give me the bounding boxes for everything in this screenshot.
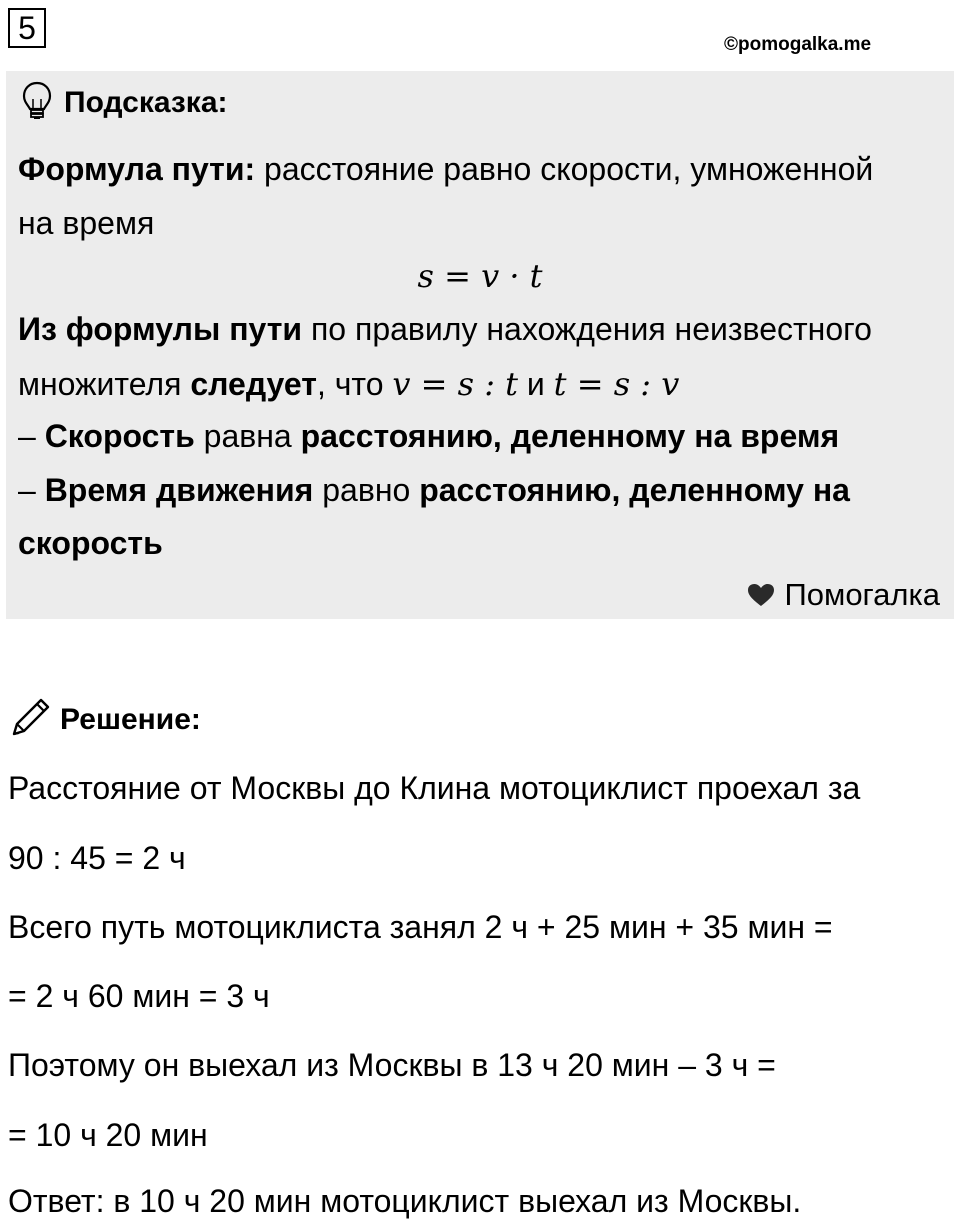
hint-text: расстояние равно скорости, умноженной: [255, 151, 874, 187]
hint-line-2: [18, 205, 154, 242]
solution-header: [8, 694, 201, 745]
hint-formula-inline: t = s : v: [553, 365, 680, 403]
site-watermark: ©pomogalka.me: [724, 34, 872, 55]
task-number: 5: [8, 8, 46, 48]
hint-text: по правилу нахождения неизвестного: [302, 311, 872, 347]
solution-line: = 10 ч 20 мин: [8, 1117, 208, 1153]
hint-formula: s = v · t: [417, 257, 543, 295]
hint-text: , что: [316, 366, 393, 402]
hint-term: Формула пути:: [18, 151, 256, 187]
signature-label: Помогалка: [784, 577, 940, 612]
hint-formula-inline: v = s : t: [392, 365, 519, 403]
hint-title: Подсказка:: [64, 86, 228, 119]
hint-dash: –: [18, 472, 45, 508]
hint-text: равна: [194, 418, 301, 454]
hint-header: [22, 83, 228, 123]
hint-line-4: [18, 365, 679, 403]
hint-text: на время: [18, 205, 155, 241]
hint-line-3: [18, 311, 872, 348]
hint-line-5: [18, 418, 839, 455]
solution-line: = 2 ч 60 мин = 3 ч: [8, 978, 270, 1014]
hint-term: Время движения: [44, 472, 314, 508]
signature: [746, 577, 940, 613]
solution-line: Расстояние от Москвы до Клина мотоциклист проехал за: [8, 770, 861, 806]
hint-line-1: [18, 151, 873, 188]
hint-dash: –: [18, 418, 45, 454]
hint-box: [6, 71, 954, 619]
hint-term: следует: [190, 366, 317, 402]
hint-line-6: [18, 472, 850, 509]
hint-term: Из формулы пути: [18, 311, 303, 347]
heart-icon: [746, 582, 776, 608]
solution-line: Поэтому он выехал из Москвы в 13 ч 20 мин – 3 ч =: [8, 1047, 776, 1083]
hint-line-7: [18, 525, 163, 562]
solution-title: Решение:: [60, 702, 201, 736]
hint-term: Скорость: [44, 418, 195, 454]
pencil-icon: [8, 694, 54, 745]
solution-line: Всего путь мотоциклиста занял 2 ч + 25 мин + 35 мин =: [8, 909, 833, 945]
hint-term: расстоянию, деленному на: [419, 472, 850, 508]
hint-text: и: [518, 366, 554, 402]
lightbulb-icon: [22, 81, 52, 126]
hint-text: множителя: [18, 366, 191, 402]
solution-answer: Ответ: в 10 ч 20 мин мотоциклист выехал из Москвы.: [8, 1183, 802, 1219]
hint-term: скорость: [18, 525, 163, 561]
hint-text: равно: [313, 472, 420, 508]
solution-line: 90 : 45 = 2 ч: [8, 840, 186, 876]
hint-term: расстоянию, деленному на время: [300, 418, 840, 454]
